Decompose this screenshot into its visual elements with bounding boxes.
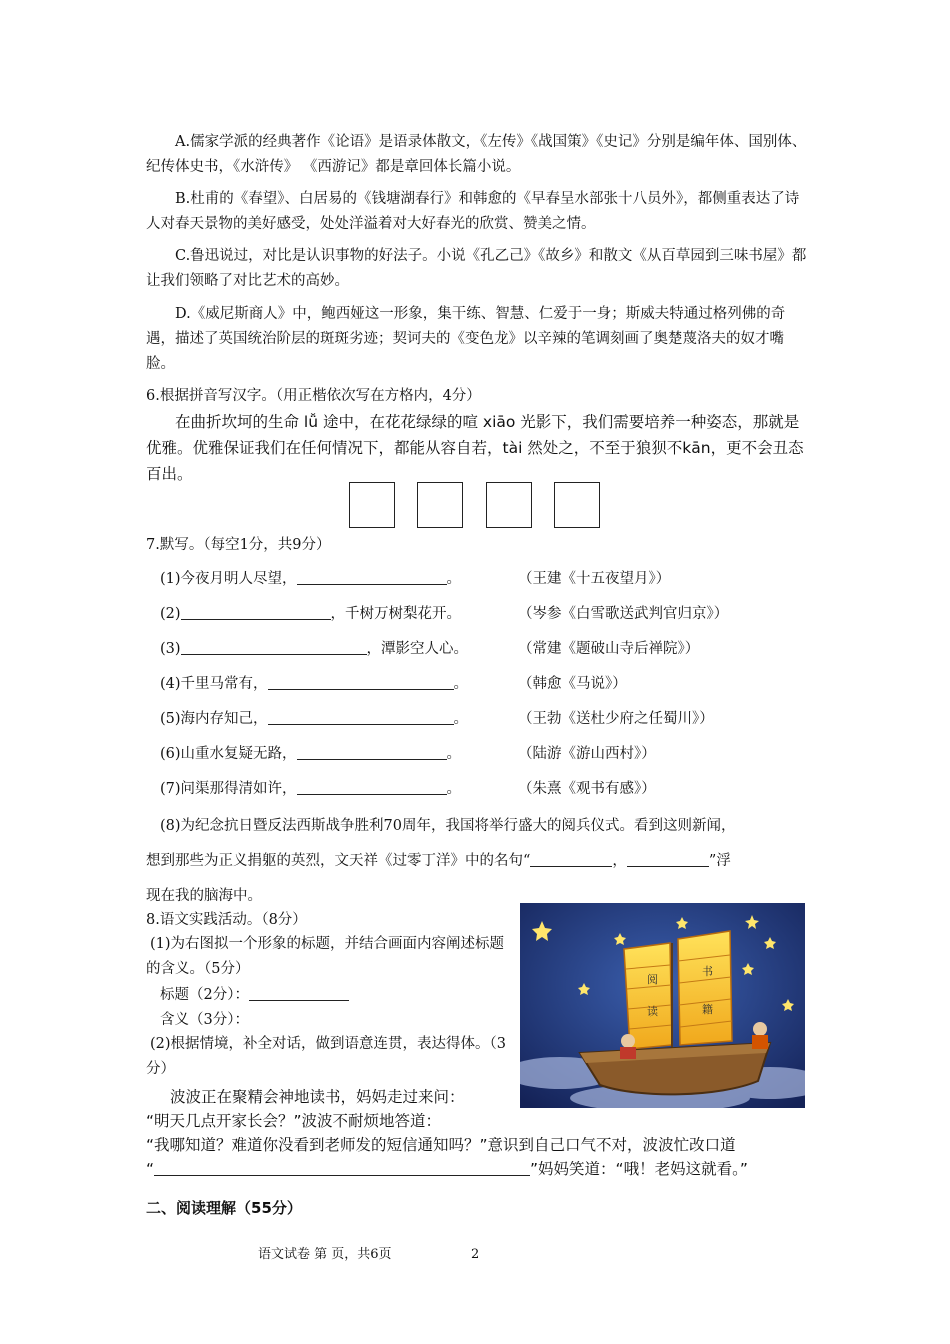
blank-line[interactable] [268,674,454,690]
q7-source-7: （朱熹《观书有感》） [518,781,656,797]
item-number: (7) [160,781,181,797]
right-sail-text-2: 籍 [702,1003,713,1016]
q5-option-d: D.《威尼斯商人》中，鲍西娅这一形象，集干练、智慧、仁爱于一身；斯威夫特通过格列佛的奇遇，描述了英国统治阶层的斑斑劣迹；契诃夫的《变色龙》以辛辣的笔调刻画了奥楚蔑洛夫的奴才嘴脸。 [146,306,786,372]
q7-source-3: （常建《题破山寺后禅院》） [518,641,700,657]
blank-line[interactable] [627,851,709,867]
comma: ， [612,853,627,869]
item-number: (1) [160,571,181,587]
answer-box-3[interactable] [486,482,532,528]
answer-box-2[interactable] [417,482,463,528]
left-sail-text-1: 阅 [647,973,658,986]
right-sail [678,931,732,1045]
dialogue-line-3: “我哪知道？难道你没看到老师发的短信通知吗？”意识到自己口气不对，波波忙改口道 [146,1136,736,1154]
known-line: 山重水复疑无路， [180,746,297,762]
q7-item-4 [160,672,468,696]
q7-source-5: （王勃《送杜少府之任蜀川》） [518,711,714,727]
answer-box-1[interactable] [349,482,395,528]
open-quote: “ [146,1160,155,1178]
q7-item-6 [160,742,461,766]
item-number: (4) [160,676,181,692]
punct: 。 [446,571,462,587]
reading-boat-illustration [520,903,805,1108]
blank-line[interactable] [297,779,447,795]
dialogue-line-1: 波波正在聚精会神地读书，妈妈走过来问： [170,1088,465,1106]
q8-meaning-label: 含义（3分）： [160,1012,249,1028]
q7-item-8-line3: 现在我的脑海中。 [146,888,262,904]
left-sail [624,943,672,1049]
q8-title-row [160,983,349,1007]
known-line: ，潭影空人心。 [366,641,469,657]
q7-heading: 7.默写。（每空1分，共9分） [146,537,331,553]
blank-line[interactable] [297,569,447,585]
right-sail-text-1: 书 [702,965,713,978]
known-line: 海内存知己， [180,711,268,727]
q6-passage: 在曲折坎坷的生命 lǚ 途中，在花花绿绿的喧 xiāo 光影下，我们需要培养一种姿态，那就是优雅。优雅保证我们在任何情况下，都能从容自若，tài 然处之，不至于狼狈不kān，更不会丑态百出。 [146,413,804,483]
blank-line[interactable] [181,639,367,655]
q6-heading: 6.根据拼音写汉字。（用正楷依次写在方格内，4分） [146,388,481,404]
dialogue-blank[interactable] [154,1160,530,1176]
blank-line[interactable] [297,744,447,760]
q5-option-b: B.杜甫的《春望》、白居易的《钱塘湖春行》和韩愈的《早春呈水部张十八员外》，都侧重表达了诗人对春天景物的美好感受，处处洋溢着对大好春光的欣赏、赞美之情。 [146,191,800,232]
punct: 。 [453,676,469,692]
q7-item-8-line1: (8)为纪念抗日暨反法西斯战争胜利70周年，我国将举行盛大的阅兵仪式。看到这则新闻， [160,818,736,834]
q7-item-1 [160,567,461,591]
punct: 。 [453,711,469,727]
q8-heading: 8.语文实践活动。（8分） [146,912,307,928]
left-sail-text-2: 读 [647,1005,658,1018]
item8-text-end: ”浮 [708,853,731,869]
q7-source-2: （岑参《白雪歌送武判官归京》） [518,606,729,622]
q8-sub1: (1)为右图拟一个形象的标题，并结合画面内容阐述标题的含义。（5分） [146,936,505,977]
punct: 。 [446,746,462,762]
q7-source-1: （王建《十五夜望月》） [518,571,671,587]
known-line: 千里马常有， [180,676,268,692]
page-number: 2 [471,1247,480,1262]
q8-sub2: (2)根据情境，补全对话，做到语意连贯，表达得体。（3分） [146,1036,507,1077]
q7-item-8-line2 [146,849,731,873]
q7-source-6: （陆游《游山西村》） [518,746,656,762]
q7-source-4: （韩愈《马说》） [518,676,627,692]
reader-figure-right [753,1022,767,1036]
item8-text: 想到那些为正义捐躯的英烈，文天祥《过零丁洋》中的名句“ [146,853,531,869]
blank-line[interactable] [530,851,612,867]
q5-option-c: C.鲁迅说过，对比是认识事物的好法子。小说《孔乙己》《故乡》和散文《从百草园到三味书屋》都让我们领略了对比艺术的高妙。 [146,248,807,289]
item-number: (5) [160,711,181,727]
item-number: (2) [160,606,181,622]
reader-figure-left [621,1034,635,1048]
q7-item-7 [160,777,461,801]
q5-option-a: A.儒家学派的经典著作《论语》是语录体散文，《左传》《战国策》《史记》分别是编年体、国别体、纪传体史书，《水浒传》 《西游记》都是章回体长篇小说。 [146,134,807,175]
blank-line[interactable] [268,709,454,725]
footer-text: 语文试卷 第 页，共6页 [258,1247,392,1262]
punct: 。 [446,781,462,797]
known-line: 问渠那得清如许， [180,781,297,797]
section-2-heading: 二、阅读理解（55分） [146,1199,302,1217]
dialogue-line-4 [146,1157,748,1181]
title-label: 标题（2分）： [160,987,249,1003]
title-blank[interactable] [249,985,349,1001]
item-number: (3) [160,641,181,657]
q7-item-2 [160,602,461,626]
known-line: 今夜月明人尽望， [180,571,297,587]
answer-box-4[interactable] [554,482,600,528]
dialogue-end: ”妈妈笑道：“哦！老妈这就看。” [530,1160,748,1178]
item-number: (6) [160,746,181,762]
q7-item-3 [160,637,468,661]
blank-line[interactable] [181,604,331,620]
dialogue-line-2: “明天几点开家长会？”波波不耐烦地答道： [146,1112,442,1130]
known-line: ，千树万树梨花开。 [330,606,462,622]
q7-item-5 [160,707,468,731]
